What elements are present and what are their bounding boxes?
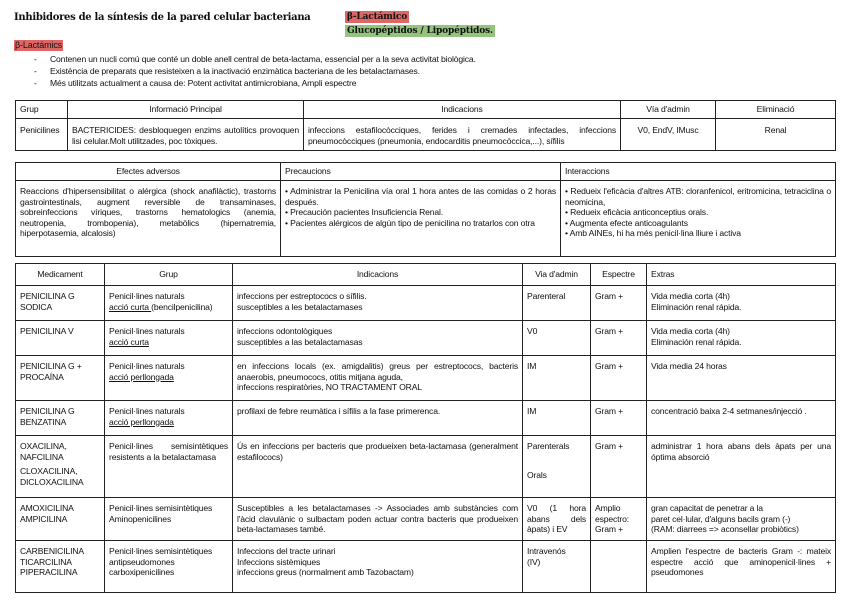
duration-label: acció perllongada [109, 416, 174, 427]
espectre-cell [591, 286, 647, 321]
table-row [16, 401, 836, 436]
header-cell: Grup [105, 264, 233, 286]
table-row [16, 181, 836, 257]
bullet-text: Existència de preparats que resisteixen a la inactivació enzimàtica bacteriana de les betalactamases. [50, 66, 420, 76]
cell-line: Amplio espectro: [595, 503, 629, 524]
extras-cell [647, 286, 836, 321]
extras-cell [647, 401, 836, 436]
cell-line: IM [527, 361, 537, 371]
medicament-cell [16, 401, 105, 436]
header-cell: Extras [647, 264, 836, 286]
header-cell: Espectre [591, 264, 647, 286]
indicacions-cell [233, 286, 523, 321]
cell-line: gran capacitat de penetrar a la [651, 503, 763, 513]
extras-cell [647, 541, 836, 593]
interaction-item: • Redueix l'eficàcia d'altres ATB: cloranfenicol, eritromicina, tetraciclina o neomicina, [565, 186, 831, 207]
cell-line: SODICA [20, 301, 53, 312]
table-row [16, 541, 836, 593]
indicacions-cell [233, 321, 523, 356]
bullet-text: Contenen un nucli comú que conté un doble anell central de beta-lactama, essencial per a la seva activitat biològica. [50, 54, 476, 64]
cell-line: Parenterals [527, 441, 570, 451]
cell-line: IM [527, 406, 537, 416]
cell-line: profilaxi de febre reumàtica i sífilis a la fase primerenca. [237, 406, 441, 416]
extras-cell [647, 498, 836, 541]
cell-line: Gram + [595, 361, 623, 371]
cell-line: AMPICILINA [20, 513, 68, 524]
cell-line: Vida media 24 horas [651, 361, 727, 371]
cell-line: paret cel·lular, d'alguns bacils gram (-) [651, 513, 791, 524]
adverse-effects-table [15, 162, 836, 257]
cell-line: Amplien l'espectre de bacteris Gram -: mateix espectre acció que aminopenicil·lines + pseudomones [651, 546, 831, 577]
cell-line: OXACILINA, [20, 441, 67, 451]
grup-cell [105, 541, 233, 593]
table-row [16, 356, 836, 401]
cell-line: PENICILINA G [20, 406, 75, 416]
cell-line: TICARCILINA [20, 556, 72, 567]
extras-cell [647, 356, 836, 401]
cell-line: en infeccions locals (ex. amigdalitis) greus per estreptococs, bacteris anaerobis, pneumococs, otitis mitjana aguda, [237, 361, 518, 382]
cell-line: PENICILINA V [20, 326, 74, 336]
cell-line: Orals [527, 469, 547, 480]
cell-line: CARBENICILINA [20, 546, 84, 556]
cell-line: susceptibles a les betalactamases [237, 301, 363, 312]
cell-line: infeccions respiratòries, NO TRACTAMENT ORAL [237, 382, 422, 392]
espectre-cell [591, 321, 647, 356]
indicacions-cell [233, 401, 523, 436]
cell-line: CLOXACILINA, [20, 466, 78, 476]
cell-line: Gram + [595, 291, 623, 301]
cell: Renal [716, 119, 836, 151]
medicament-cell [16, 436, 105, 498]
cell-line: Gram + [595, 326, 623, 336]
cell [561, 181, 836, 257]
cell-line: infeccions odontològiques [237, 326, 333, 336]
table-row [16, 119, 836, 151]
cell: Penicilines [16, 119, 68, 151]
cell-line: administrar 1 hora abans dels àpats per una óptima absorció [651, 441, 831, 462]
via-cell [523, 356, 591, 401]
grup-cell [105, 436, 233, 498]
cell: V0, EndV, IMusc [621, 119, 716, 151]
indicacions-cell [233, 436, 523, 498]
cell-line: Vida media corta (4h) [651, 326, 730, 336]
cell-line [109, 302, 228, 313]
cell-line: BENZATINA [20, 416, 67, 427]
cell-line: Penicil·lines naturals [109, 361, 185, 371]
interaction-item: • Redueix eficàcia anticonceptius orals. [565, 207, 709, 217]
header-cell: Via d'admin [523, 264, 591, 286]
cell-line: Aminopenicilines [109, 513, 172, 524]
medication-table [15, 263, 836, 593]
espectre-cell [591, 541, 647, 593]
medicament-cell [16, 286, 105, 321]
table-row [16, 436, 836, 498]
medicament-cell [16, 356, 105, 401]
precaution-item: • Precaución pacientes Insuficiencia Renal. [285, 207, 444, 217]
cell-line: Intravenós [527, 546, 566, 556]
table-row [16, 498, 836, 541]
cell-line: NAFCILINA [20, 451, 64, 462]
medicament-cell [16, 321, 105, 356]
header-cell: Indicacions [304, 101, 621, 119]
cell-line: antipseudomones [109, 556, 175, 567]
cell-line: susceptibles a las betalactamasas [237, 336, 363, 347]
grup-cell [105, 356, 233, 401]
cell-line: PROCAÍNA [20, 371, 64, 382]
espectre-cell [591, 498, 647, 541]
cell-line: V0 (1 hora abans dels àpats) i EV [527, 503, 586, 534]
header-cell: Eliminació [716, 101, 836, 119]
cell-line: (IV) [527, 556, 541, 567]
extras-cell [647, 436, 836, 498]
cell-line: Gram + [595, 441, 623, 451]
header-cell: Interaccions [561, 163, 836, 181]
medicament-cell [16, 541, 105, 593]
duration-label: acció curta [109, 336, 149, 347]
cell-line: Penicil·lines semisintètiques [109, 503, 213, 513]
cell-line [109, 337, 228, 348]
extras-cell [647, 321, 836, 356]
cell-line: infeccions per estreptococs o sífilis. [237, 291, 367, 301]
header-cell: Vía d'admin [621, 101, 716, 119]
duration-label: acció perllongada [109, 371, 174, 382]
interaction-item: • Amb AINEs, hi ha més penicil·lina lliure i activa [565, 228, 741, 238]
cell-line [109, 417, 228, 428]
indicacions-cell [233, 356, 523, 401]
grup-note: (bencilpenicilina) [151, 301, 213, 312]
interaction-item: • Augmenta efecte anticoagulants [565, 217, 688, 228]
list-item: - Més utilitzats actualment a causa de: Potent activitat antimicrobiana, Ampli espectre [34, 78, 357, 88]
header-cell: Grup [16, 101, 68, 119]
cell-line: PENICILINA G + [20, 361, 82, 371]
cell-line: Vida media corta (4h) [651, 291, 730, 301]
cell-line: PIPERACILINA [20, 567, 78, 577]
via-cell [523, 321, 591, 356]
cell [281, 181, 561, 257]
legend-beta-lactam: β-Lactámico [347, 12, 408, 22]
document-title: Inhibidores de la síntesis de la pared celular bacteriana [14, 12, 311, 23]
cell: infeccions estafilocòcciques, ferides i cremades infectades, infeccions pneumocòcciques (pneumonia, endocarditis pneumocòccica,...), sífilis [304, 119, 621, 151]
cell-line: Infeccions sistèmiques [237, 556, 321, 567]
cell: BACTERICIDES: desbloquegen enzims autolítics provoquen lisi celular.Molt utilitzades, poc tòxiques. [68, 119, 304, 151]
grup-cell [105, 401, 233, 436]
cell-line: Infeccions del tracte urinari [237, 546, 336, 556]
cell-line: Susceptibles a les betalactamases -> Associades amb substàncies com l'àcid clavulànic o sulbactam poden actuar contra bacteris que produeixen beta-lactamases també. [237, 503, 518, 534]
precaution-item: • Administrar la Penicilina vía oral 1 hora antes de las comidas o 2 horas después. [285, 186, 556, 207]
cell-line: Penicil·lines naturals [109, 406, 185, 416]
bullet-text: Més utilitzats actualment a causa de: Potent activitat antimicrobiana, Ampli espectre [50, 78, 357, 88]
cell-line: AMOXICILINA [20, 503, 74, 513]
cell-line: DICLOXACILINA [20, 476, 84, 487]
grup-cell [105, 321, 233, 356]
cell-line: Penicil·lines naturals [109, 291, 185, 301]
list-item: - Contenen un nucli comú que conté un doble anell central de beta-lactama, essencial per a la seva activitat biològica. [34, 54, 476, 64]
header-cell: Indicacions [233, 264, 523, 286]
penicillin-summary-table [15, 100, 836, 151]
cell-line: PENICILINA G [20, 291, 75, 301]
cell-line: Eliminación renal rápida. [651, 301, 742, 312]
header-cell: Informació Principal [68, 101, 304, 119]
medicament-cell [16, 498, 105, 541]
cell-line: (RAM: diarrees => aconsellar probiòtics) [651, 524, 799, 534]
precaution-item: • Pacientes alérgicos de algún tipo de penicilina no tratarlos con otra [285, 217, 535, 228]
via-cell [523, 286, 591, 321]
cell-line: Ús en infeccions per bacteris que produeixen beta-lactamasa (generalment estafilococs) [237, 441, 518, 462]
espectre-cell [591, 401, 647, 436]
cell-line: infeccions greus (normalment amb Tazobactam) [237, 567, 414, 577]
cell-line: V0 [527, 326, 538, 336]
cell: Reaccions d'hipersensibilitat o alérgica (shock anafilàctic), trastorns gastrointestinals, augment reversible de transaminases, sobreinfeccions víriques, trastorns hematologics (anemia, neutropenia, trombopenia), metabòlics (hipernatremia, hiperpotasemia, alcalosis) [16, 181, 281, 257]
cell-line: Gram + [595, 406, 623, 416]
table-row [16, 321, 836, 356]
legend-glycopeptides: Glucopéptidos / Lipopéptidos. [347, 26, 494, 36]
indicacions-cell [233, 541, 523, 593]
cell-line: Penicil·lines semisintètiques resistents a la betalactamasa [109, 441, 228, 462]
header-cell: Precaucions [281, 163, 561, 181]
grup-cell [105, 286, 233, 321]
via-cell [523, 436, 591, 498]
cell-line: Eliminación renal rápida. [651, 336, 742, 347]
table-row [16, 286, 836, 321]
cell-line: Gram + [595, 524, 623, 534]
cell-line: Penicil·lines naturals [109, 326, 185, 336]
via-cell [523, 401, 591, 436]
section-heading: β-Lactámics [15, 40, 63, 50]
grup-cell [105, 498, 233, 541]
duration-label: acció curta [109, 301, 152, 312]
header-cell: Efectes adversos [16, 163, 281, 181]
cell-line [109, 372, 228, 383]
espectre-cell [591, 356, 647, 401]
list-item: - Existència de preparats que resisteixen a la inactivació enzimàtica bacteriana de les betalactamases. [34, 66, 420, 76]
indicacions-cell [233, 498, 523, 541]
espectre-cell [591, 436, 647, 498]
cell-line: carboxipenicilines [109, 567, 175, 577]
via-cell [523, 541, 591, 593]
cell-line: concentració baixa 2-4 setmanes/injecció . [651, 406, 807, 416]
bullet-list [34, 53, 476, 89]
cell-line: Parenteral [527, 291, 566, 301]
cell-line: Penicil·lines semisintètiques [109, 546, 213, 556]
via-cell [523, 498, 591, 541]
header-cell: Medicament [16, 264, 105, 286]
